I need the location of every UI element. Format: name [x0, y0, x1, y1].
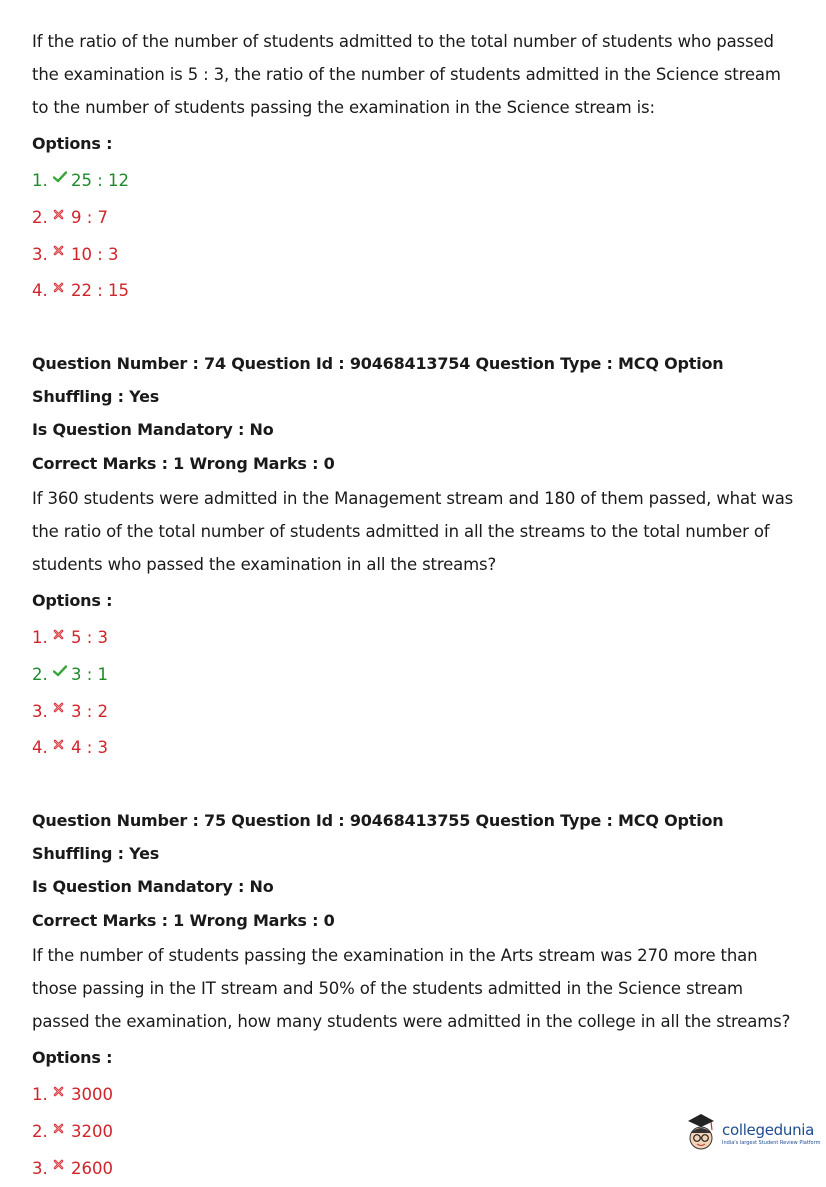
- option-number: 4.: [32, 730, 53, 767]
- option-row: [32, 694, 800, 731]
- check-icon: [53, 171, 70, 183]
- question-marks: Correct Marks : 1 Wrong Marks : 0: [32, 903, 800, 940]
- options-list: [32, 163, 800, 310]
- question-text: If the number of students passing the examination in the Arts stream was 270 more than those passing in the IT stream and 50% of the students admitted in the Science stream passed the examination, how many students were admitted in the college in all the streams?: [32, 940, 800, 1038]
- check-icon: [53, 665, 70, 677]
- cross-icon: [53, 739, 70, 750]
- option-number: 2.: [32, 200, 53, 237]
- option-number: 3.: [32, 237, 53, 274]
- option-text: 22 : 15: [71, 273, 129, 310]
- question-text: If 360 students were admitted in the Management stream and 180 of them passed, what was the ratio of the total number of students admitted in all the streams to the total number of students who passed the examination in all the streams?: [32, 483, 800, 581]
- mascot-icon: [684, 1111, 718, 1155]
- question-header: Question Number : 74 Question Id : 90468413754 Question Type : MCQ Option Shuffling : Yes: [32, 348, 800, 414]
- option-text: 3200: [71, 1114, 113, 1151]
- option-text: 2600: [71, 1151, 113, 1187]
- option-number: 4.: [32, 273, 53, 310]
- option-text: 25 : 12: [71, 163, 129, 200]
- question-mandatory: Is Question Mandatory : No: [32, 414, 800, 447]
- logo-brand-text: collegedunia: [722, 1121, 814, 1139]
- option-row: [32, 657, 800, 694]
- option-row: [32, 163, 800, 200]
- cross-icon: [53, 209, 70, 220]
- options-label: Options :: [32, 126, 800, 163]
- options-label: Options :: [32, 1040, 800, 1077]
- document-page: [32, 26, 800, 1187]
- cross-icon: [53, 1123, 70, 1134]
- question-mandatory: Is Question Mandatory : No: [32, 871, 800, 904]
- collegedunia-logo: [684, 1111, 818, 1155]
- option-row: [32, 237, 800, 274]
- option-text: 3 : 2: [71, 694, 108, 731]
- option-row: [32, 1077, 800, 1114]
- cross-icon: [53, 702, 70, 713]
- option-number: 2.: [32, 1114, 53, 1151]
- option-row: [32, 730, 800, 767]
- question-marks: Correct Marks : 1 Wrong Marks : 0: [32, 446, 800, 483]
- cross-icon: [53, 282, 70, 293]
- option-row: [32, 620, 800, 657]
- cross-icon: [53, 1086, 70, 1097]
- option-number: 3.: [32, 694, 53, 731]
- option-number: 2.: [32, 657, 53, 694]
- option-text: 3 : 1: [71, 657, 108, 694]
- question-header: Question Number : 75 Question Id : 90468413755 Question Type : MCQ Option Shuffling : Yes: [32, 805, 800, 871]
- option-row: [32, 200, 800, 237]
- option-number: 1.: [32, 163, 53, 200]
- option-text: 9 : 7: [71, 200, 108, 237]
- option-text: 5 : 3: [71, 620, 108, 657]
- option-text: 4 : 3: [71, 730, 108, 767]
- option-number: 3.: [32, 1151, 53, 1187]
- question-text: If the ratio of the number of students admitted to the total number of students who passed the examination is 5 : 3, the ratio of the number of students admitted in the Science stream to the number of students passing the examination in the Science stream is:: [32, 26, 800, 124]
- option-text: 3000: [71, 1077, 113, 1114]
- options-list: [32, 620, 800, 767]
- logo-tagline: India's largest Student Review Platform: [722, 1140, 820, 1146]
- option-text: 10 : 3: [71, 237, 119, 274]
- cross-icon: [53, 245, 70, 256]
- option-row: [32, 273, 800, 310]
- option-number: 1.: [32, 620, 53, 657]
- option-number: 1.: [32, 1077, 53, 1114]
- options-label: Options :: [32, 583, 800, 620]
- cross-icon: [53, 629, 70, 640]
